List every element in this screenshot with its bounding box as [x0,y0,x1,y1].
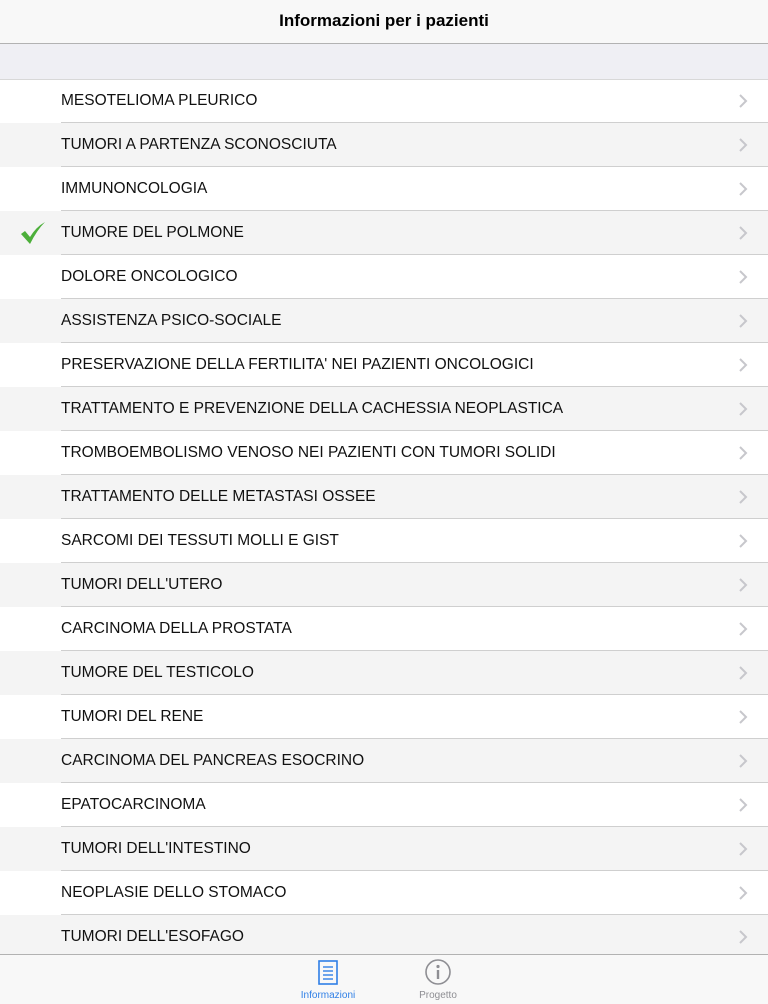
list-item-label: ASSISTENZA PSICO-SOCIALE [61,312,282,329]
list-item[interactable] [0,519,768,563]
list-item-label: IMMUNONCOLOGIA [61,180,208,197]
list-item[interactable] [0,695,768,739]
list-item[interactable] [0,827,768,871]
document-list-icon [315,959,341,987]
list-item[interactable] [0,387,768,431]
list-item[interactable] [0,79,768,123]
list-item[interactable] [0,607,768,651]
list-item-label: TUMORI DELL'ESOFAGO [61,928,244,945]
list-item-label: TROMBOEMBOLISMO VENOSO NEI PAZIENTI CON TUMORI SOLIDI [61,444,556,461]
list-item[interactable] [0,123,768,167]
info-icon [425,959,453,987]
chevron-right-icon [736,314,750,328]
list-item-label: TUMORE DEL TESTICOLO [61,664,254,681]
tab-label: Progetto [419,990,457,1001]
chevron-right-icon [736,226,750,240]
chevron-right-icon [736,138,750,152]
list-item-label: CARCINOMA DELLA PROSTATA [61,620,292,637]
chevron-right-icon [736,490,750,504]
chevron-right-icon [736,182,750,196]
list-item[interactable] [0,343,768,387]
list-item-label: NEOPLASIE DELLO STOMACO [61,884,287,901]
chevron-right-icon [736,842,750,856]
list-item-label: TUMORI DEL RENE [61,708,204,725]
topic-list[interactable] [0,79,768,955]
navigation-bar [0,0,768,44]
list-item[interactable] [0,871,768,915]
page-title: Informazioni per i pazienti [279,11,489,30]
tab-informazioni[interactable] [288,955,368,1004]
list-item[interactable] [0,299,768,343]
list-item-label: PRESERVAZIONE DELLA FERTILITA' NEI PAZIENTI ONCOLOGICI [61,356,534,373]
tab-bar [0,954,768,1004]
chevron-right-icon [736,534,750,548]
tab-progetto[interactable] [398,955,478,1004]
list-item[interactable] [0,167,768,211]
chevron-right-icon [736,930,750,944]
list-item[interactable] [0,651,768,695]
list-item-label: TUMORI DELL'INTESTINO [61,840,251,857]
list-item[interactable] [0,915,768,955]
list-item-label: EPATOCARCINOMA [61,796,206,813]
list-item-label: TRATTAMENTO E PREVENZIONE DELLA CACHESSIA NEOPLASTICA [61,400,564,417]
list-item-label: TUMORI A PARTENZA SCONOSCIUTA [61,136,337,153]
list-item-label: MESOTELIOMA PLEURICO [61,92,258,109]
list-item-label: TRATTAMENTO DELLE METASTASI OSSEE [61,488,376,505]
list-item[interactable] [0,211,768,255]
list-item[interactable] [0,563,768,607]
list-item[interactable] [0,475,768,519]
chevron-right-icon [736,710,750,724]
list-item-label: CARCINOMA DEL PANCREAS ESOCRINO [61,752,365,769]
chevron-right-icon [736,94,750,108]
chevron-right-icon [736,270,750,284]
checkmark-icon [20,221,46,245]
list-item-label: DOLORE ONCOLOGICO [61,268,238,285]
list-item-label: SARCOMI DEI TESSUTI MOLLI E GIST [61,532,339,549]
chevron-right-icon [736,402,750,416]
list-item-label: TUMORE DEL POLMONE [61,224,244,241]
chevron-right-icon [736,358,750,372]
list-item[interactable] [0,739,768,783]
list-item[interactable] [0,783,768,827]
chevron-right-icon [736,622,750,636]
list-item[interactable] [0,431,768,475]
chevron-right-icon [736,666,750,680]
tab-label: Informazioni [300,990,356,1001]
chevron-right-icon [736,798,750,812]
chevron-right-icon [736,446,750,460]
chevron-right-icon [736,578,750,592]
section-header [0,44,768,80]
chevron-right-icon [736,886,750,900]
chevron-right-icon [736,754,750,768]
list-item-label: TUMORI DELL'UTERO [61,576,223,593]
list-item[interactable] [0,255,768,299]
